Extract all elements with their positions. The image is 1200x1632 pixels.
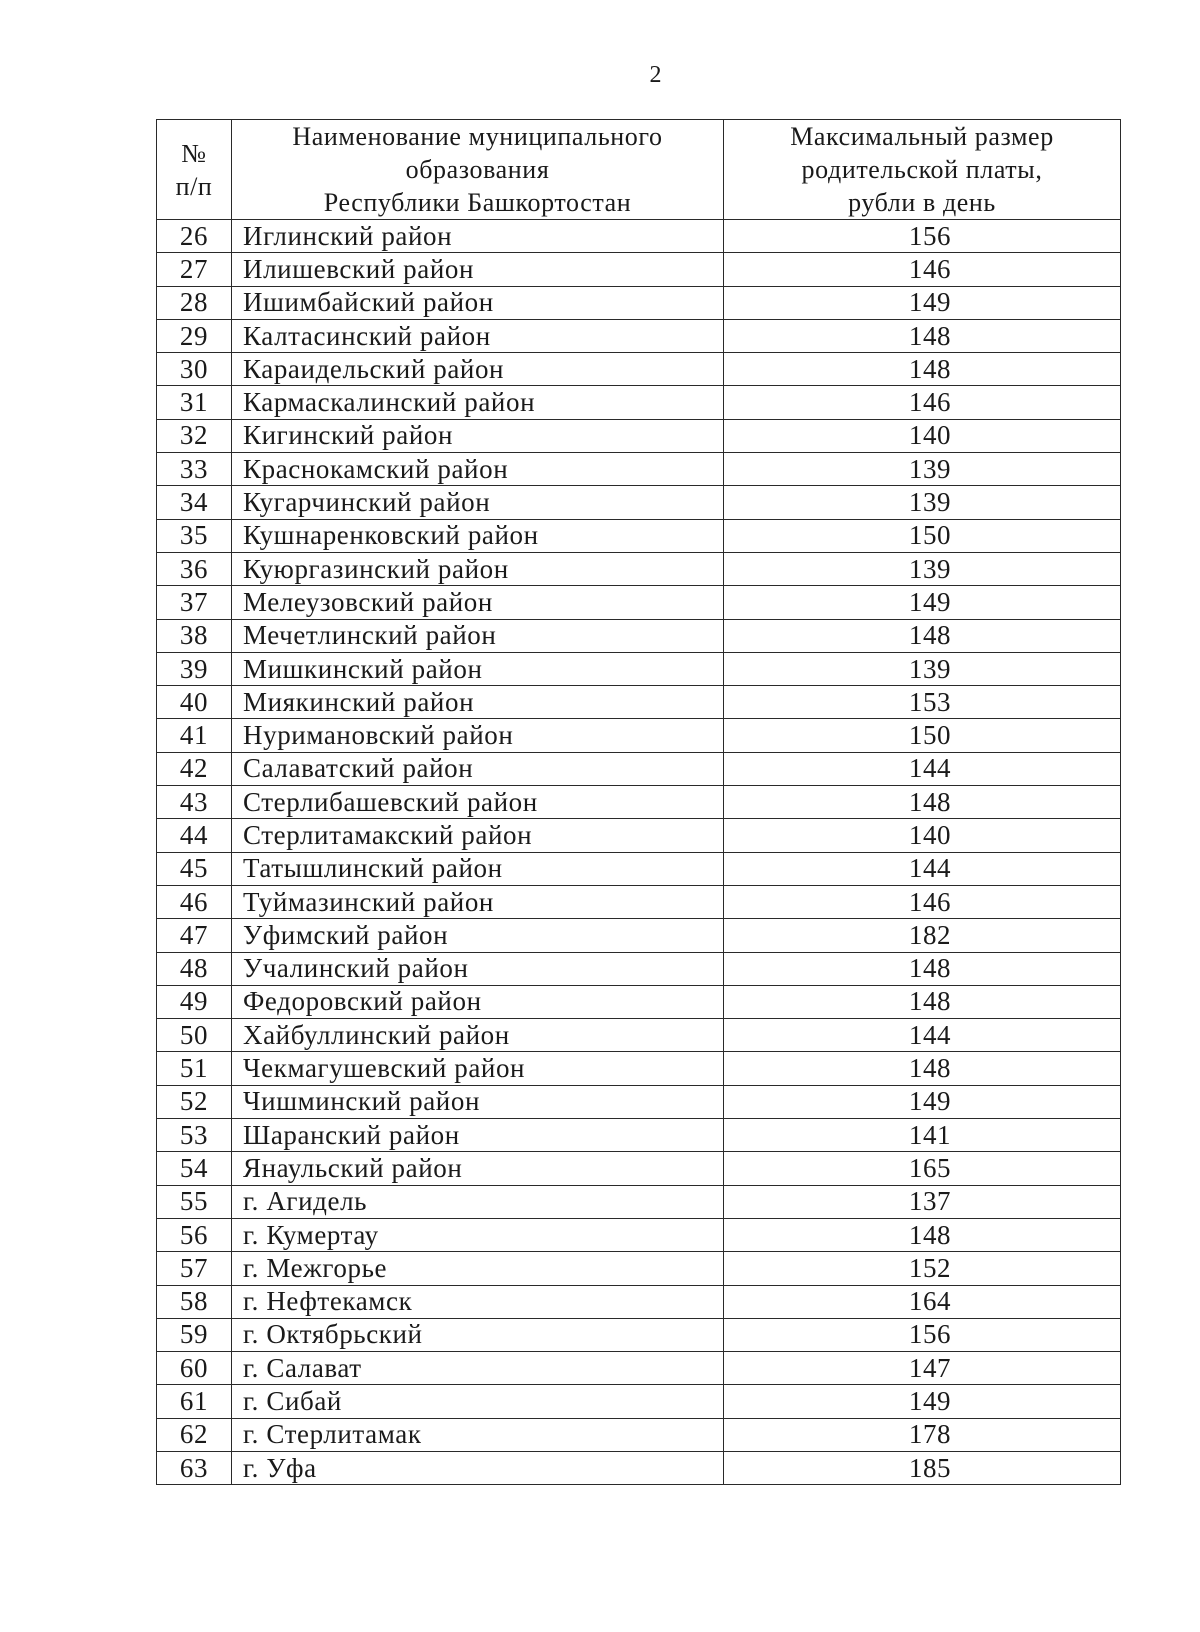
max-fee-cell: 140 [724,819,1121,852]
row-number-cell: 63 [157,1451,232,1484]
max-fee-cell: 148 [724,952,1121,985]
table-row [157,319,1121,352]
municipality-name-cell: Туймазинский район [232,885,724,918]
municipality-name-cell: Уфимский район [232,919,724,952]
max-fee-cell: 137 [724,1185,1121,1218]
table-row [157,1019,1121,1052]
row-number-cell: 39 [157,652,232,685]
row-number-cell: 47 [157,919,232,952]
max-fee-cell: 139 [724,453,1121,486]
table-row [157,619,1121,652]
municipality-name-cell: Мечетлинский район [232,619,724,652]
municipality-name-cell: Татышлинский район [232,852,724,885]
table-row [157,253,1121,286]
header-fee-line: Максимальный размер [790,122,1054,151]
table-row [157,852,1121,885]
table-row [157,686,1121,719]
municipality-name-cell: Кушнаренковский район [232,519,724,552]
table-row [157,353,1121,386]
max-fee-cell: 156 [724,1318,1121,1351]
row-number-cell: 27 [157,253,232,286]
table-row [157,985,1121,1018]
municipality-name-cell: Стерлитамакский район [232,819,724,852]
municipality-name-cell: Кигинский район [232,419,724,452]
municipality-name-cell: Караидельский район [232,353,724,386]
table-row [157,1119,1121,1152]
row-number-cell: 45 [157,852,232,885]
row-number-cell: 55 [157,1185,232,1218]
table-row [157,1218,1121,1251]
row-number-cell: 26 [157,220,232,253]
row-number-cell: 29 [157,319,232,352]
max-fee-cell: 141 [724,1119,1121,1152]
max-fee-cell: 178 [724,1418,1121,1451]
row-number-cell: 60 [157,1352,232,1385]
municipality-name-cell: г. Уфа [232,1451,724,1484]
header-num-line: № [181,138,207,168]
table-body [157,220,1121,1485]
municipality-name-cell: Янаульский район [232,1152,724,1185]
municipality-name-cell: Салаватский район [232,752,724,785]
table-row [157,386,1121,419]
table-row [157,819,1121,852]
municipality-name-cell: Нуримановский район [232,719,724,752]
max-fee-cell: 152 [724,1252,1121,1285]
row-number-cell: 43 [157,786,232,819]
municipality-name-cell: Иглинский район [232,220,724,253]
max-fee-cell: 149 [724,286,1121,319]
fee-table [156,119,1121,1485]
municipality-name-cell: Чекмагушевский район [232,1052,724,1085]
header-name-line: Наименование муниципального [292,122,663,151]
municipality-name-cell: г. Салават [232,1352,724,1385]
header-num [157,120,232,220]
max-fee-cell: 164 [724,1285,1121,1318]
row-number-cell: 53 [157,1119,232,1152]
row-number-cell: 33 [157,453,232,486]
row-number-cell: 49 [157,985,232,1018]
table-row [157,752,1121,785]
table-row [157,419,1121,452]
max-fee-cell: 146 [724,253,1121,286]
table-row [157,453,1121,486]
municipality-name-cell: Хайбуллинский район [232,1019,724,1052]
max-fee-cell: 148 [724,786,1121,819]
row-number-cell: 62 [157,1418,232,1451]
table-row [157,1185,1121,1218]
municipality-name-cell: Калтасинский район [232,319,724,352]
municipality-name-cell: Краснокамский район [232,453,724,486]
municipality-name-cell: Мелеузовский район [232,586,724,619]
table-row [157,1451,1121,1484]
max-fee-cell: 148 [724,985,1121,1018]
municipality-name-cell: г. Кумертау [232,1218,724,1251]
table-row [157,586,1121,619]
row-number-cell: 54 [157,1152,232,1185]
row-number-cell: 56 [157,1218,232,1251]
max-fee-cell: 144 [724,752,1121,785]
page-number: 2 [649,62,663,88]
max-fee-cell: 148 [724,319,1121,352]
max-fee-cell: 149 [724,1385,1121,1418]
max-fee-cell: 153 [724,686,1121,719]
municipality-name-cell: Стерлибашевский район [232,786,724,819]
max-fee-cell: 149 [724,1085,1121,1118]
max-fee-cell: 148 [724,353,1121,386]
table-header-row [157,120,1121,220]
municipality-name-cell: Миякинский район [232,686,724,719]
table-row [157,1085,1121,1118]
row-number-cell: 42 [157,752,232,785]
header-name-line: Республики Башкортостан [323,188,632,217]
max-fee-cell: 139 [724,652,1121,685]
table-row [157,1252,1121,1285]
header-name-line: образования [405,155,550,184]
max-fee-cell: 148 [724,619,1121,652]
municipality-name-cell: г. Стерлитамак [232,1418,724,1451]
row-number-cell: 37 [157,586,232,619]
row-number-cell: 44 [157,819,232,852]
row-number-cell: 30 [157,353,232,386]
max-fee-cell: 148 [724,1052,1121,1085]
max-fee-cell: 146 [724,386,1121,419]
municipality-name-cell: Кармаскалинский район [232,386,724,419]
municipality-name-cell: Кугарчинский район [232,486,724,519]
table-row [157,1385,1121,1418]
municipality-name-cell: Илишевский район [232,253,724,286]
row-number-cell: 61 [157,1385,232,1418]
row-number-cell: 36 [157,552,232,585]
max-fee-cell: 182 [724,919,1121,952]
municipality-name-cell: Федоровский район [232,985,724,1018]
row-number-cell: 58 [157,1285,232,1318]
max-fee-cell: 147 [724,1352,1121,1385]
table-row [157,286,1121,319]
max-fee-cell: 140 [724,419,1121,452]
max-fee-cell: 139 [724,552,1121,585]
table-row [157,1418,1121,1451]
municipality-name-cell: г. Агидель [232,1185,724,1218]
row-number-cell: 34 [157,486,232,519]
municipality-name-cell: Шаранский район [232,1119,724,1152]
max-fee-cell: 149 [724,586,1121,619]
table-row [157,552,1121,585]
max-fee-cell: 165 [724,1152,1121,1185]
municipality-name-cell: Мишкинский район [232,652,724,685]
row-number-cell: 46 [157,885,232,918]
header-name [232,120,724,220]
row-number-cell: 48 [157,952,232,985]
row-number-cell: 38 [157,619,232,652]
header-fee [724,120,1121,220]
row-number-cell: 59 [157,1318,232,1351]
table-row [157,486,1121,519]
table-row [157,952,1121,985]
table-row [157,220,1121,253]
table-row [157,1352,1121,1385]
max-fee-cell: 150 [724,719,1121,752]
municipality-name-cell: г. Нефтекамск [232,1285,724,1318]
municipality-name-cell: Ишимбайский район [232,286,724,319]
table-row [157,652,1121,685]
max-fee-cell: 148 [724,1218,1121,1251]
municipality-name-cell: г. Октябрьский [232,1318,724,1351]
municipality-name-cell: Куюргазинский район [232,552,724,585]
municipality-name-cell: Чишминский район [232,1085,724,1118]
max-fee-cell: 144 [724,852,1121,885]
row-number-cell: 51 [157,1052,232,1085]
municipality-name-cell: г. Сибай [232,1385,724,1418]
table-row [157,1318,1121,1351]
row-number-cell: 31 [157,386,232,419]
header-num-line: п/п [175,171,213,201]
row-number-cell: 41 [157,719,232,752]
header-fee-line: родительской платы, [801,155,1043,184]
table-row [157,1052,1121,1085]
row-number-cell: 50 [157,1019,232,1052]
table-row [157,719,1121,752]
table-row [157,919,1121,952]
max-fee-cell: 146 [724,885,1121,918]
row-number-cell: 52 [157,1085,232,1118]
municipality-name-cell: г. Межгорье [232,1252,724,1285]
row-number-cell: 32 [157,419,232,452]
row-number-cell: 28 [157,286,232,319]
max-fee-cell: 156 [724,220,1121,253]
table-row [157,885,1121,918]
max-fee-cell: 139 [724,486,1121,519]
table-row [157,786,1121,819]
max-fee-cell: 144 [724,1019,1121,1052]
max-fee-cell: 150 [724,519,1121,552]
row-number-cell: 40 [157,686,232,719]
municipality-name-cell: Учалинский район [232,952,724,985]
table-row [157,1152,1121,1185]
header-fee-line: рубли в день [848,188,996,217]
table-row [157,1285,1121,1318]
row-number-cell: 35 [157,519,232,552]
table-row [157,519,1121,552]
row-number-cell: 57 [157,1252,232,1285]
max-fee-cell: 185 [724,1451,1121,1484]
